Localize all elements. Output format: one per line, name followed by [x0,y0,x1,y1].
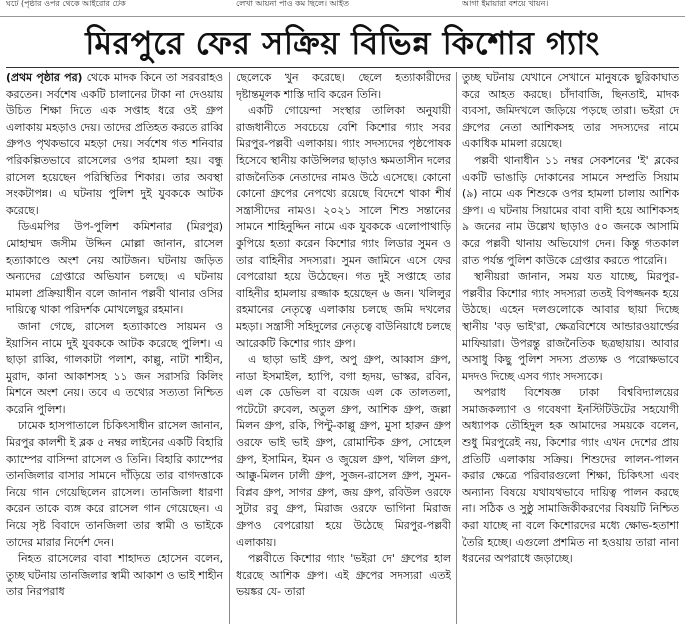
column-1-paragraph-1-text: থেকে মাদক কিনে তা সরবরাহও করতেন। সর্বশেষ একটি চালানের টাকা না দেওয়ায় উচিত শিক্ষা দিতে এক সপ্তাহ ধরে ওই গ্রুপ এলাকায় মহড়াও দেয়। তাদের প্রতিহত করতে রাব্বি গ্রুপও পৃথকভাবে মহড়া দেয়। সর্বশেষ গত শনিবার পরিকল্পিতভাবে রাসেলের ওপর হামলা হয়। বন্ধু রাসেল হয়েছেন পরিস্থিতির শিকার। তার অবস্থা সংকটাপন্ন। এ ঘটনায় পুলিশ দুই যুবককে আটক করেছে। [6,71,223,217]
column-divider-1 [229,72,230,624]
column-divider-2 [456,72,457,624]
previous-article-strip [0,0,685,17]
article-column-2 [236,70,451,626]
headline-rule [6,67,679,68]
column-1-paragraph-4: ঢামেক হাসপাতালে চিকিৎসাধীন রাসেল জানান, মিরপুর কালশী ই ব্লক ৫ নম্বর লাইনের একটি বিহারি ক্যাম্পের বাসিন্দা রাসেল ও তিনি। বিহারি ক্যাম্পের তানজিলার বাসার সামনে দাঁড়িয়ে তার বাগদত্তাকে নিয়ে গান গেয়েছিলেন রাসেল। তানজিলা ধারণা করেন তাকে ব্যঙ্গ করে রাসেল গান গেয়েছেন। এ নিয়ে সৃষ্ট বিবাদে তানজিলা তার স্বামী ও ভাইকে তাদের মারার নির্দেশ দেন। [6,419,223,549]
top-strip-middle: লেখা আয়না পাও কম ছিলে। আইত [236,0,349,8]
article-headline: মিরপুরে ফের সক্রিয় বিভিন্ন কিশোর গ্যাং [85,24,600,62]
column-1-paragraph-2: ডিএমপির উপ-পুলিশ কমিশনার (মিরপুর) মোহাম্মদ জসীম উদ্দিন মোল্লা জানান, রাসেল হত্যাকাণ্ডে অংশ নেয় আটজন। ঘটনায় জড়িত অন্যদের গ্রেপ্তারে অভিযান চলছে। এ ঘটনায় মামলা প্রক্রিয়াধীন বলে জানান পল্লবী থানার ওসির দায়িত্বে থাকা পরিদর্শক মোখলেছুর রহমান। [6,220,223,317]
article-column-3 [462,70,679,626]
column-2-paragraph-2: একটি গোয়েন্দা সংস্থার তালিকা অনুযায়ী রাজধানীতে সবচেয়ে বেশি কিশোর গ্যাং সবর মিরপুর-পল্লবী এলাকায়। গ্যাং সদস্যদের পৃষ্ঠপোষক হিসেবে স্থানীয় কাউন্সিলর ছাড়াও ক্ষমতাসীন দলের রাজনৈতিক নেতাদের নামও উঠে এসেছে। কোনো কোনো গ্রুপের নেপথ্যে রয়েছে বিদেশে থাকা শীর্ষ সন্ত্রাসীদের নামও। ২০২১ সালে শিশু সন্তানের সামনে শাহিনুদ্দিন নামে এক যুবককে এলোপাথাড়ি কুপিয়ে হত্যা করেন কিশোর গ্যাং লিডার সুমন ও তার বাহিনীর সদস্যরা। সুমন জামিনে এসে ফের বেপরোয়া হয়ে উঠেছেন। গত দুই সপ্তাহে তার বাহিনীর হামলায় রজ্জাক হয়েছেন ৬ জন। খলিলুর রহমানের নেতৃত্বে এলাকায় চলছে জমি দখলের মহড়া। সন্ত্রাসী সহিদুলের নেতৃত্বে বাউনিয়াধে চলছে আরেকটি কিশোর গ্যাং গ্রুপ। [236,104,451,350]
column-1-paragraph-1 [6,70,223,219]
column-1-paragraph-3: জানা গেছে, রাসেল হত্যাকাণ্ডে সায়মন ও ইয়াসিন নামে দুই যুবককে আটক করেছে পুলিশ। এ ছাড়া রাব্বি, গালকাটা পলাশ, কাল্লু, নাটা শাহীন, মুরাদ, কানা আকাশসহ ১১ জন সরাসরি কিলিং মিশনে অংশ নেয়। তবে এ তথ্যের সত্যতা নিশ্চিত করেনি পুলিশ। [6,319,223,416]
column-3-paragraph-1: তুচ্ছ ঘটনায় যেখানে সেখানে মানুষকে ছুরিকাঘাত করে আহত করছে। চাঁদাবাজি, ছিনতাই, মাদক ব্যবসা, জমিদখলে জড়িয়ে পড়ছে তারা। ভইরা দে গ্রুপের নেতা আশিকসহ তার সদস্যদের নামে একাধিক মামলা রয়েছে। [462,71,679,151]
column-2-paragraph-4: পল্লবীতে কিশোর গ্যাং 'ভইরা দে' গ্রুপের হাল ধরেছে আশিক গ্রুপ। এই গ্রুপের সদস্যরা এতই ভয়ঙ্কর যে- তারা [236,552,451,599]
column-2-paragraph-3: এ ছাড়া ভাই গ্রুপ, অপু গ্রুপ, আব্বাস গ্রুপ, নাডা ইসমাইল, হ্যাপি, বগা হৃদয়, ভাস্কর, রবিন, এল কে ডেভিল বা বয়েজ এল কে তালতলা, পটেটো রুবেল, অতুল গ্রুপ, আশিক গ্রুপ, জল্লা মিলন গ্রুপ, রকি, পিন্টু-কাল্লু গ্রুপ, মুসা হারুন গ্রুপ ওরফে ভাই ভাই গ্রুপ, রোমান্টিক গ্রুপ, সোহেল গ্রুপ, ইসামিন, ইমন ও জুয়েল গ্রুপ, খলিল গ্রুপ, আক্কু-মিলন ঢালী গ্রুপ, সুজন-রাসেল গ্রুপ, সুমন-বিপ্লব গ্রুপ, সাগর গ্রুপ, জয় গ্রুপ, রবিউল ওরফে সুটার রবু গ্রুপ, মিরাজ ওরফে ভাগিনা মিরাজ গ্রুপও বেপরোয়া হয়ে উঠেছে মিরপুর-পল্লবী এলাকায়। [236,353,451,549]
column-3-paragraph-3: স্থানীয়রা জানান, সময় যত যাচ্ছে, মিরপুর-পল্লবীর কিশোর গ্যাং সদস্যরা ততই বিপজ্জনক হয়ে উঠছে। এহেন দলগুলোকে আবার ছায়া দিচ্ছে স্থানীয় 'বড় ভাই'রা, ক্ষেত্রবিশেষে আন্ডারওয়ার্ল্ডের মাফিয়ারা। উপরন্তু রাজনৈতিক ছত্রছায়ায়। আবার অসাধু কিছু পুলিশ সদস্য প্রত্যক্ষ ও পরোক্ষভাবে মদদও দিচ্ছে এসব গ্যাং সদস্যকে। [462,270,679,383]
column-3-paragraph-2: পল্লবী থানাধীন ১১ নম্বর সেকশনের 'ই' ব্লকের একটি ভাঙাড়ি দোকানের সামনে সম্প্রতি সিয়াম (৯) নামে এক শিশুকে ওপর হামলা চালায় আশিক গ্রুপ। এ ঘটনায় সিয়ামের বাবা বাদী হয়ে আশিকসহ ৯ জনের নাম উল্লেখ ছাড়াও ৫০ জনকে আসামি করে পল্লবী থানায় অভিযোগ দেন। কিন্তু গতকাল রাত পর্যন্ত পুলিশ কাউকে গ্রেপ্তার করতে পারেনি। [462,153,679,267]
column-1-paragraph-5: নিহত রাসেলের বাবা শাহাদত হোসেন বলেন, তুচ্ছ ঘটনায় তানজিলার স্বামী আকাশ ও ভাই শাহীন তার নিরপরাধ [6,552,223,599]
column-2-paragraph-1: ছেলেকে খুন করেছে। ছেলে হত্যাকারীদের দৃষ্টান্তমূলক শাস্তি দাবি করেন তিনি। [236,71,451,101]
top-strip-left: ঘটে (পৃষ্ঠার ওপর থেকে আইরোর টেক [6,0,126,8]
column-3-paragraph-4: অপরাধ বিশেষজ্ঞ ঢাকা বিশ্ববিদ্যালয়ের সমাজকল্যাণ ও গবেষণা ইনস্টিটিউটের সহযোগী অধ্যাপক তৌহিদুল হক আমাদের সময়কে বলেন, শুধু মিরপুরেই নয়, কিশোর গ্যাং এখন দেশের প্রায় প্রতিটি এলাকায় সক্রিয়। শিশুদের লালন-পালন করার ক্ষেত্রে পরিবারগুলো শিক্ষা, চিকিৎসা এবং অন্যান্য বিষয়ে যথাযথভাবে দায়িত্ব পালন করছে না। সঠিক ও সুষ্ঠু সামাজিকীকরণের বিষয়টি নিশ্চিত করা যাচ্ছে না বলে কিশোরদের মধ্যে ক্ষোভ-হতাশা তৈরি হচ্ছে। এগুলো প্রশমিত না হওয়ায় তারা নানা ধরনের অপরাধে জড়াচ্ছে। [462,386,679,566]
article-column-1 [6,70,223,626]
continuation-source: (প্রথম পৃষ্ঠার পর) [6,71,83,84]
top-strip-right: আগা ইমায়ারা বশয়ে খায়ন। [462,0,549,8]
